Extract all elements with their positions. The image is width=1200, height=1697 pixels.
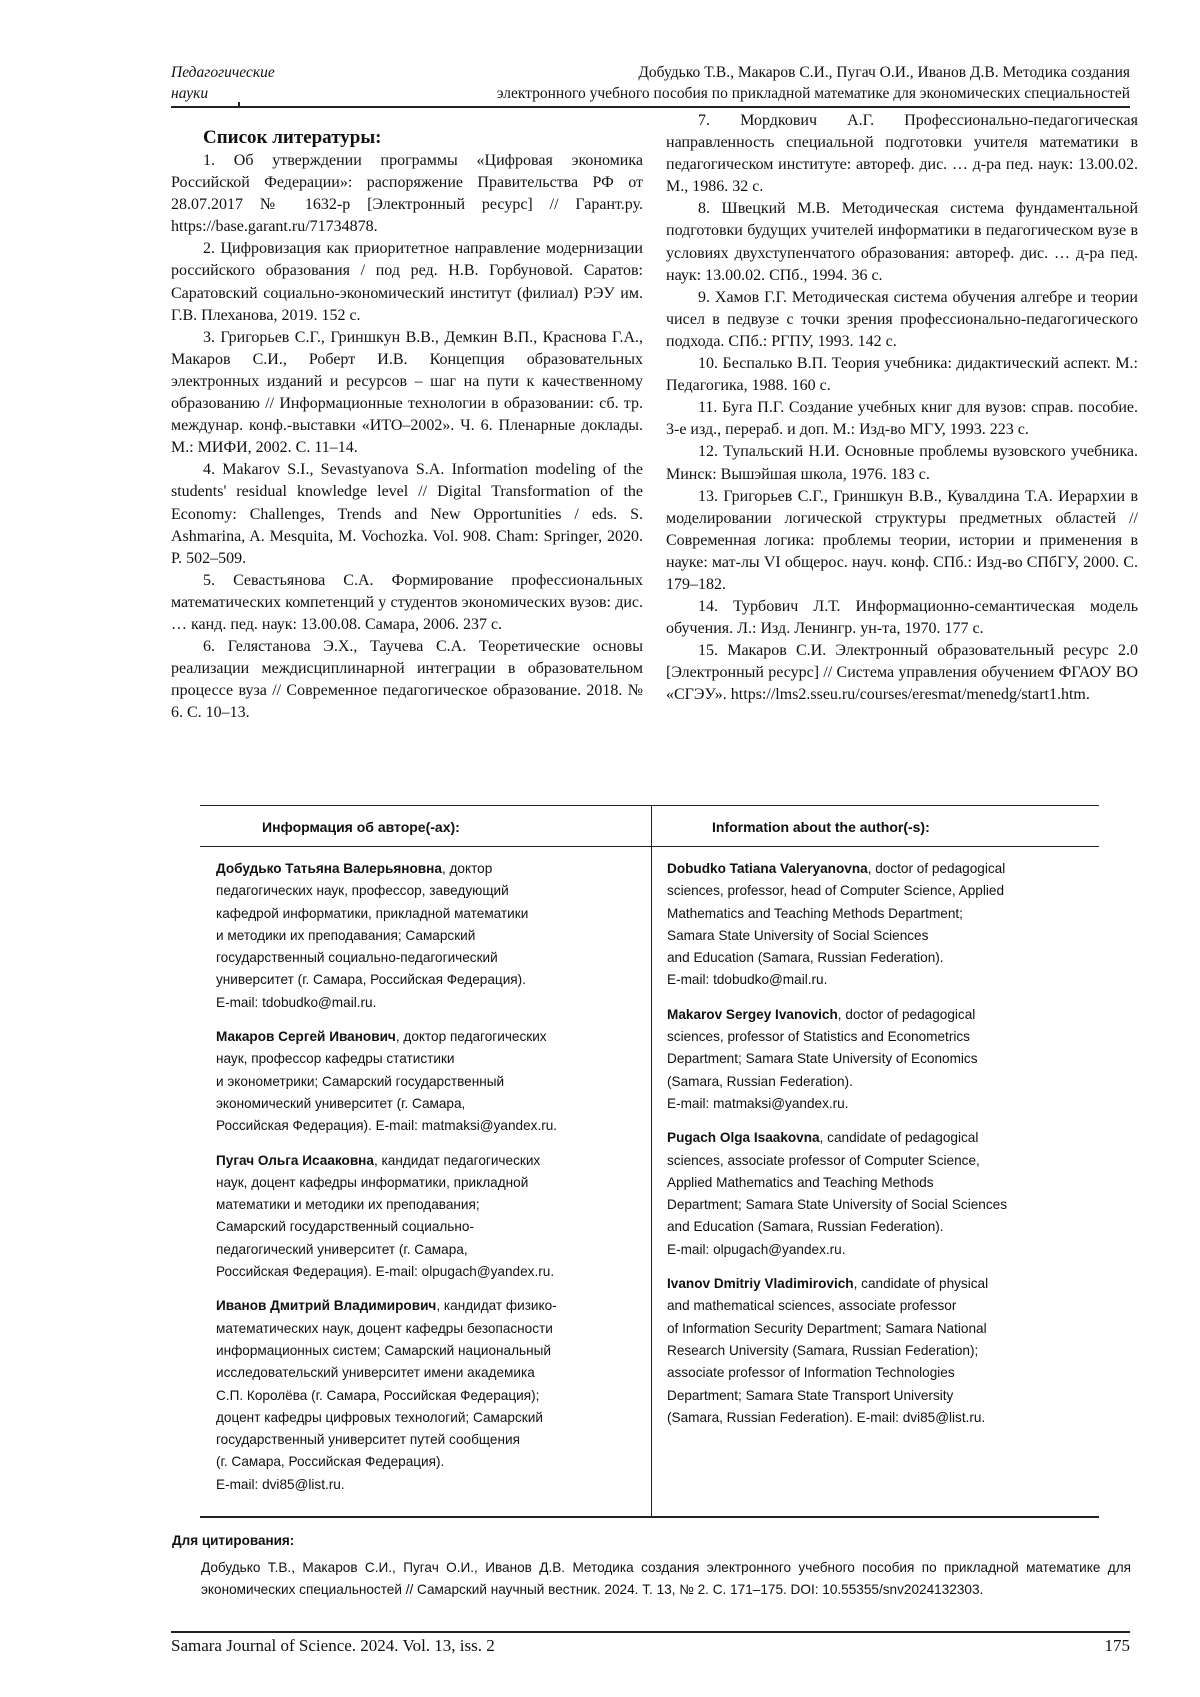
reference-item: 8. Швецкий М.В. Методическая система фундаментальной подготовки будущих учителей информатики в педагогическом вузе в условиях двухступенчатого образования: автореф. дис. … д-ра пед. наук: 13.00.02. СПб., 1994. 36 с. (666, 198, 1138, 286)
author-detail: Самарский государственный социально- (216, 1216, 557, 1238)
authors-en (667, 858, 1007, 1441)
author-detail: E-mail: dvi85@list.ru. (216, 1474, 557, 1496)
author-info-table (200, 805, 1099, 1518)
author-info-header-en: Information about the author(-s): (712, 816, 930, 838)
author-entry (216, 858, 557, 1014)
author-detail: государственный социально-педагогический (216, 947, 557, 969)
author-name: Ivanov Dmitriy Vladimirovich (667, 1276, 854, 1291)
author-detail: E-mail: matmaksi@yandex.ru. (667, 1093, 1007, 1115)
author-detail: sciences, professor, head of Computer Science, Applied (667, 880, 1007, 902)
author-detail: and Education (Samara, Russian Federation). (667, 1216, 1007, 1238)
author-detail: E-mail: tdobudko@mail.ru. (667, 969, 1007, 991)
references-column-left (171, 120, 643, 724)
reference-item: 4. Makarov S.I., Sevastyanova S.A. Information modeling of the students' residual knowledge level // Digital Transformation of the Economy: Challenges, Trends and New Opportunities / eds. S. Ashmarina, A. Mesquita, M. Vochozka. Vol. 908. Cham: Springer, 2020. P. 502–509. (171, 459, 643, 569)
author-name: Pugach Olga Isaakovna (667, 1130, 820, 1145)
author-detail: , candidate of pedagogical (820, 1130, 979, 1145)
author-detail: , candidate of physical (854, 1276, 989, 1291)
reference-item: 10. Беспалько В.П. Теория учебника: дидактический аспект. М.: Педагогика, 1988. 160 с. (666, 353, 1138, 397)
author-detail: E-mail: tdobudko@mail.ru. (216, 992, 557, 1014)
reference-item: 5. Севастьянова С.А. Формирование профессиональных математических компетенций у студентов экономических вузов: дис. … канд. пед. наук: 13.00.08. Самара, 2006. 237 с. (171, 570, 643, 636)
author-name: Макаров Сергей Иванович (216, 1029, 396, 1044)
author-detail: Department; Samara State Transport University (667, 1385, 1007, 1407)
author-name: Makarov Sergey Ivanovich (667, 1007, 838, 1022)
author-entry (667, 1127, 1007, 1261)
author-detail: и методики их преподавания; Самарский (216, 925, 557, 947)
author-detail: Applied Mathematics and Teaching Methods (667, 1172, 1007, 1194)
reference-item: 6. Гелястанова Э.Х., Таучева С.А. Теоретические основы реализации междисциплинарной интеграции в образовательном процессе вуза // Современное педагогическое образование. 2018. № 6. С. 10–13. (171, 636, 643, 724)
author-name: Добудько Татьяна Валерьяновна (216, 861, 442, 876)
author-detail: (Samara, Russian Federation). (667, 1071, 1007, 1093)
reference-item: 14. Турбович Л.Т. Информационно-семантическая модель обучения. Л.: Изд. Ленингр. ун-та, 1970. 177 с. (666, 596, 1138, 640)
author-entry (216, 1026, 557, 1137)
author-detail: of Information Security Department; Samara National (667, 1318, 1007, 1340)
reference-item: 3. Григорьев С.Г., Гриншкун В.В., Демкин В.П., Краснова Г.А., Макаров С.И., Роберт И.В. Концепция образовательных электронных изданий и ресурсов – шаг на пути к качественному образованию // Информационные технологии в образовании: сб. тр. междунар. конф.-выставки «ИТО–2002». Ч. 6. Пленарные доклады. М.: МИФИ, 2002. С. 11–14. (171, 327, 643, 460)
reference-item: 1. Об утверждении программы «Цифровая экономика Российской Федерации»: распоряжение Правительства РФ от 28.07.2017 № 1632-р [Электронный ресурс] // Гарант.ру. https://base.garant.ru/71734878. (171, 150, 643, 238)
author-detail: кафедрой информатики, прикладной математики (216, 903, 557, 925)
author-detail: , кандидат педагогических (374, 1153, 540, 1168)
author-detail: наук, профессор кафедры статистики (216, 1048, 557, 1070)
author-detail: Department; Samara State University of Economics (667, 1048, 1007, 1070)
author-entry (667, 1004, 1007, 1115)
author-detail: Samara State University of Social Sciences (667, 925, 1007, 947)
author-detail: исследовательский университет имени академика (216, 1362, 557, 1384)
reference-item: 7. Мордкович А.Г. Профессионально-педагогическая направленность специальной подготовки учителя математики в педагогическом институте: автореф. дис. … д-ра пед. наук: 13.00.02. М., 1986. 32 с. (666, 110, 1138, 198)
author-detail: , доктор педагогических (396, 1029, 547, 1044)
author-detail: , doctor of pedagogical (838, 1007, 976, 1022)
author-detail: математических наук, доцент кафедры безопасности (216, 1318, 557, 1340)
author-detail: экономический университет (г. Самара, (216, 1093, 557, 1115)
author-detail: информационных систем; Самарский национальный (216, 1340, 557, 1362)
author-detail: Department; Samara State University of Social Sciences (667, 1194, 1007, 1216)
journal-name: Samara Journal of Science. 2024. Vol. 13, iss. 2 (171, 1636, 495, 1655)
column-divider (651, 806, 652, 1516)
author-detail: педагогический университет (г. Самара, (216, 1239, 557, 1261)
author-detail: sciences, professor of Statistics and Econometrics (667, 1026, 1007, 1048)
author-detail: associate professor of Information Technologies (667, 1362, 1007, 1384)
author-detail: , кандидат физико- (436, 1298, 556, 1313)
author-detail: математики и методики их преподавания; (216, 1194, 557, 1216)
author-detail: наук, доцент кафедры информатики, прикладной (216, 1172, 557, 1194)
author-name: Dobudko Tatiana Valeryanovna (667, 861, 868, 876)
author-detail: (г. Самара, Российская Федерация). (216, 1451, 557, 1473)
author-detail: E-mail: olpugach@yandex.ru. (667, 1239, 1007, 1261)
author-entry (667, 858, 1007, 992)
section-name: Педагогические науки (171, 62, 275, 104)
reference-item: 11. Буга П.Г. Создание учебных книг для вузов: справ. пособие. 3-е изд., перераб. и доп. М.: Изд-во МГУ, 1993. 223 с. (666, 397, 1138, 441)
reference-item: 13. Григорьев С.Г., Гриншкун В.В., Кувалдина Т.А. Иерархии в моделировании логической структуры предметных областей // Современная логика: проблемы теории, истории и применения в науке: мат-лы VI общерос. науч. конф. СПб.: Изд-во СПбГУ, 2000. С. 179–182. (666, 486, 1138, 596)
author-detail: , доктор (442, 861, 492, 876)
author-detail: Mathematics and Teaching Methods Department; (667, 903, 1007, 925)
author-detail: sciences, associate professor of Computer Science, (667, 1150, 1007, 1172)
citation-text: Добудько Т.В., Макаров С.И., Пугач О.И., Иванов Д.В. Методика создания электронного учебного пособия по прикладной математике для экономических специальностей // Самарский научный вестник. 2024. Т. 13, № 2. С. 171–175. DOI: 10.55355/snv2024132303. (201, 1557, 1131, 1601)
author-detail: и эконометрики; Самарский государственный (216, 1071, 557, 1093)
author-detail: Российская Федерация). E-mail: matmaksi@yandex.ru. (216, 1115, 557, 1137)
header-divider (238, 102, 240, 108)
author-detail: Российская Федерация). E-mail: olpugach@yandex.ru. (216, 1261, 557, 1283)
article-title-header: Добудько Т.В., Макаров С.И., Пугач О.И., Иванов Д.В. Методика создания электронного учебного пособия по прикладной математике для экономических специальностей (497, 62, 1130, 104)
author-detail: доцент кафедры цифровых технологий; Самарский (216, 1407, 557, 1429)
author-info-header-ru: Информация об авторе(-ах): (262, 816, 460, 838)
references-column-right (666, 110, 1138, 707)
reference-item: 15. Макаров С.И. Электронный образовательный ресурс 2.0 [Электронный ресурс] // Система управления обучением ФГАОУ ВО «СГЭУ». https://lms2.sseu.ru/courses/eresmat/menedg/start1.htm. (666, 640, 1138, 706)
author-entry (216, 1295, 557, 1496)
citation-label: Для цитирования: (172, 1533, 294, 1548)
footer (171, 1635, 1130, 1657)
author-detail: and mathematical sciences, associate professor (667, 1295, 1007, 1317)
authors-ru (216, 858, 557, 1508)
author-detail: С.П. Королёва (г. Самара, Российская Федерация); (216, 1385, 557, 1407)
header-rule (200, 846, 1099, 847)
author-detail: Research University (Samara, Russian Federation); (667, 1340, 1007, 1362)
author-detail: педагогических наук, профессор, заведующий (216, 880, 557, 902)
reference-item: 2. Цифровизация как приоритетное направление модернизации российского образования / под ред. Н.В. Горбуновой. Саратов: Саратовский социально-экономический институт (филиал) РЭУ им. Г.В. Плеханова, 2019. 152 с. (171, 238, 643, 326)
reference-item: 9. Хамов Г.Г. Методическая система обучения алгебре и теории чисел в педвузе с точки зрения профессионально-педагогического подхода. СПб.: РГПУ, 1993. 142 с. (666, 287, 1138, 353)
author-name: Иванов Дмитрий Владимирович (216, 1298, 436, 1313)
footer-rule (171, 1631, 1130, 1633)
reference-item: 12. Тупальский Н.И. Основные проблемы вузовского учебника. Минск: Вышэйшая школа, 1976. 183 с. (666, 441, 1138, 485)
references-title: Список литературы: (203, 126, 643, 150)
author-entry (667, 1273, 1007, 1429)
author-detail: университет (г. Самара, Российская Федерация). (216, 969, 557, 991)
author-detail: государственный университет путей сообщения (216, 1429, 557, 1451)
author-detail: and Education (Samara, Russian Federation). (667, 947, 1007, 969)
author-name: Пугач Ольга Исааковна (216, 1153, 374, 1168)
author-detail: , doctor of pedagogical (868, 861, 1006, 876)
author-detail: (Samara, Russian Federation). E-mail: dvi85@list.ru. (667, 1407, 1007, 1429)
running-header (171, 62, 1130, 108)
author-entry (216, 1150, 557, 1284)
page-number: 175 (1105, 1635, 1131, 1657)
